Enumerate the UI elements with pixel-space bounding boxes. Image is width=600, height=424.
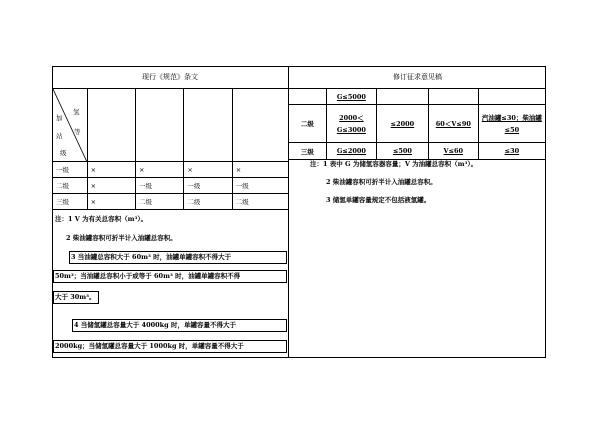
table-cell: × xyxy=(232,162,288,178)
table-cell: V≤60 xyxy=(428,143,478,160)
header-cell xyxy=(232,89,288,162)
diag-label-top: 氢 xyxy=(73,108,80,116)
grade-label: 一级 xyxy=(53,162,88,178)
table-cell xyxy=(478,89,545,105)
table-cell: 汽油罐≤30；柴油罐 ≤50 xyxy=(478,105,545,143)
header-cell xyxy=(87,89,135,162)
right-note-3: 3 储氢单罐容量规定不包括液氢罐。 xyxy=(326,196,431,204)
left-note-4-line1: 4 当储氢罐总容量大于 4000kg 时，单罐容量不得大于 xyxy=(72,319,287,332)
table-cell xyxy=(289,89,327,105)
left-note-2: 2 柴油罐容积可折半计入油罐总容积。 xyxy=(66,234,177,242)
table-cell: G≤5000 xyxy=(326,89,376,105)
table-cell: G≤2000 xyxy=(326,143,376,160)
table-cell xyxy=(428,89,478,105)
left-note-3-line1: 3 当油罐总容积大于 60m³ 时，油罐单罐容积不得大于 xyxy=(69,251,287,264)
header-cell xyxy=(135,89,183,162)
table-cell: 二级 xyxy=(232,194,288,210)
right-note-2: 2 柴油罐容积可折半计入油罐总容积。 xyxy=(326,178,437,186)
left-grade-table xyxy=(52,88,289,210)
table-cell: × xyxy=(135,162,183,178)
table-cell: 一级 xyxy=(232,178,288,194)
diagonal-line xyxy=(53,89,87,162)
table-cell: 2000＜ G≤3000 xyxy=(326,105,376,143)
table-cell: ≤2000 xyxy=(377,105,429,143)
diag-label-left3: 级 xyxy=(60,149,67,157)
header-cell xyxy=(184,89,232,162)
table-cell: 二级 xyxy=(135,194,183,210)
left-note-3-line3: 大于 30m³。 xyxy=(53,291,99,304)
right-note-1: 注：1 表中 G 为储氢容器容量；V 为油罐总容积（m³）。 xyxy=(310,160,478,168)
table-cell: ≤30 xyxy=(478,143,545,160)
left-column-header: 现行《规范》条文 xyxy=(142,73,198,81)
table-cell: ≤500 xyxy=(377,143,429,160)
left-note-3-line2: 50m³；当油罐总容积小于或等于 60m³ 时，油罐单罐容积不得 xyxy=(53,270,287,283)
diag-label-left1: 加 xyxy=(56,114,63,122)
right-grade-table xyxy=(288,88,546,160)
table-cell: 一级 xyxy=(184,178,232,194)
table-cell: 二级 xyxy=(184,194,232,210)
table-cell: × xyxy=(87,178,135,194)
grade-label: 三级 xyxy=(53,194,88,210)
grade-label: 三级 xyxy=(289,143,327,160)
table-cell: × xyxy=(184,162,232,178)
table-cell xyxy=(377,89,429,105)
table-cell: × xyxy=(87,162,135,178)
table-cell: × xyxy=(87,194,135,210)
diag-label-top2: 等 xyxy=(74,128,81,136)
table-cell: 一级 xyxy=(135,178,183,194)
diagonal-header-cell xyxy=(53,89,88,162)
table-cell: 60＜V≤90 xyxy=(428,105,478,143)
right-column-header: 修订征求意见稿 xyxy=(393,73,442,81)
grade-label: 二级 xyxy=(289,105,327,143)
grade-label: 二级 xyxy=(53,178,88,194)
left-note-1: 注：1 V 为有关总容积（m³）。 xyxy=(55,215,148,223)
left-note-4-line2: 2000kg；当储氢罐总容量大于 1000kg 时，单罐容量不得大于 xyxy=(53,340,287,353)
diag-label-left2: 站 xyxy=(56,132,63,140)
